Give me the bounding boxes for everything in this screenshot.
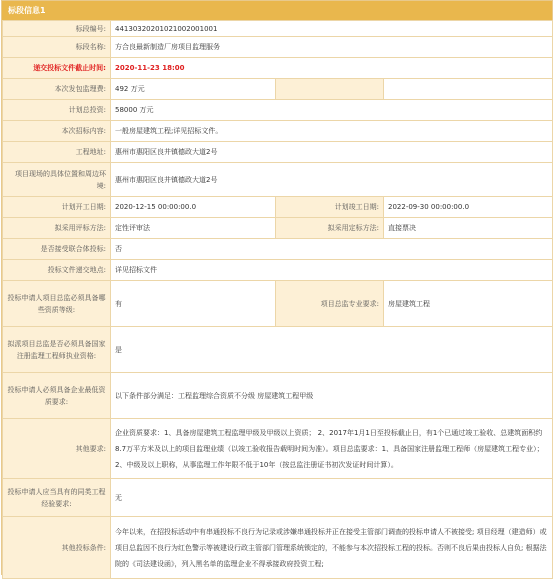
other-req-label: 其他要求: [3,419,111,479]
start-date-value: 2020-12-15 00:00:00.0 [111,197,276,218]
table-row [3,419,553,479]
decide-method-label: 拟采用定标方法: [276,218,384,239]
table-row [3,281,553,327]
bid-section-panel [1,0,553,575]
major-req-value: 房屋建筑工程 [384,281,553,327]
total-invest-label: 计划总投资: [3,100,111,121]
submit-place-value: 详见招标文件 [111,260,553,281]
address-value: 惠州市惠阳区良井镇德政大道2号 [111,142,553,163]
empty-cell [276,79,384,100]
fee-value: 492 万元 [111,79,276,100]
deadline-label: 递交投标文件截止时间: [3,58,111,79]
table-row [3,373,553,419]
table-row [3,479,553,517]
table-row [3,100,553,121]
table-row [3,327,553,373]
finish-date-value: 2022-09-30 00:00:00.0 [384,197,553,218]
enterprise-qual-value: 以下条件部分满足：工程监理综合资质不分级 房屋建筑工程甲级 [111,373,553,419]
address-label: 工程地址: [3,142,111,163]
decide-method-value: 直接票决 [384,218,553,239]
registered-label: 拟派项目总监是否必须具备国家注册监理工程师执业资格: [3,327,111,373]
similar-exp-label: 投标申请人应当具有的同类工程经验要求: [3,479,111,517]
table-row [3,21,553,37]
eval-method-label: 拟采用评标方法: [3,218,111,239]
table-row [3,239,553,260]
registered-value: 是 [111,327,553,373]
start-date-label: 计划开工日期: [3,197,111,218]
other-conditions-label: 其他投标条件: [3,517,111,579]
bid-info-table [2,20,553,579]
eval-method-value: 定性评审法 [111,218,276,239]
table-row [3,218,553,239]
similar-exp-value: 无 [111,479,553,517]
table-row [3,260,553,281]
table-row [3,58,553,79]
bid-name-value: 方合良最新制造厂房项目监理服务 [111,37,553,58]
table-row [3,79,553,100]
content-label: 本次招标内容: [3,121,111,142]
table-row [3,163,553,197]
site-location-value: 惠州市惠阳区良井镇德政大道2号 [111,163,553,197]
consortium-value: 否 [111,239,553,260]
finish-date-label: 计划竣工日期: [276,197,384,218]
bid-name-label: 标段名称: [3,37,111,58]
bid-no-label: 标段编号: [3,21,111,37]
other-conditions-value: 今年以来，在招投标活动中有串通投标不良行为记录或涉嫌串通投标并正在接受主管部门调查的投标申请人不被接受; 项目经理（建造师）或项目总监因不良行为红色警示等被建设行政主管部门管理系统锁定的，不能参与本次招投标工程的投标。否则不良后果由投标人自负; 根据法院的《司法建设函》，列入黑名单的监理企业不得承接政府投资工程; [111,517,553,579]
section-title: 标段信息1 [2,1,552,20]
table-row [3,517,553,579]
empty-cell [384,79,553,100]
deadline-value: 2020-11-23 18:00 [111,58,553,79]
table-row [3,142,553,163]
site-location-label: 项目现场的具体位置和周边环境: [3,163,111,197]
bid-no-value: 441303202010210020010​01 [111,21,553,37]
other-req-value: 企业资质要求：1、具备房屋建筑工程监理甲级及甲级以上资质； 2、2017年1月1日至投标截止日，有1个已通过竣工验收、总建筑面积约8.7万平方米及以上的项目监理业绩（以竣工验收报告载明时间为准）。项目总监要求：1、具备国家注册监理工程师（房屋建筑工程专业）； 2、中级及以上职称，从事监理工作年限不低于10年（按总监注册证书初次发证时间计算）。 [111,419,553,479]
submit-place-label: 投标文件递交地点: [3,260,111,281]
qualification-label: 投标申请人项目总监必须具备哪些资质等级: [3,281,111,327]
table-row [3,197,553,218]
consortium-label: 是否接受联合体投标: [3,239,111,260]
table-row [3,121,553,142]
qualification-value: 有 [111,281,276,327]
table-row [3,37,553,58]
fee-label: 本次发包监理费: [3,79,111,100]
major-req-label: 项目总监专业要求: [276,281,384,327]
enterprise-qual-label: 投标申请人必须具备企业最低资质要求: [3,373,111,419]
content-value: 一般房屋建筑工程;详见招标文件。 [111,121,553,142]
total-invest-value: 58000 万元 [111,100,553,121]
